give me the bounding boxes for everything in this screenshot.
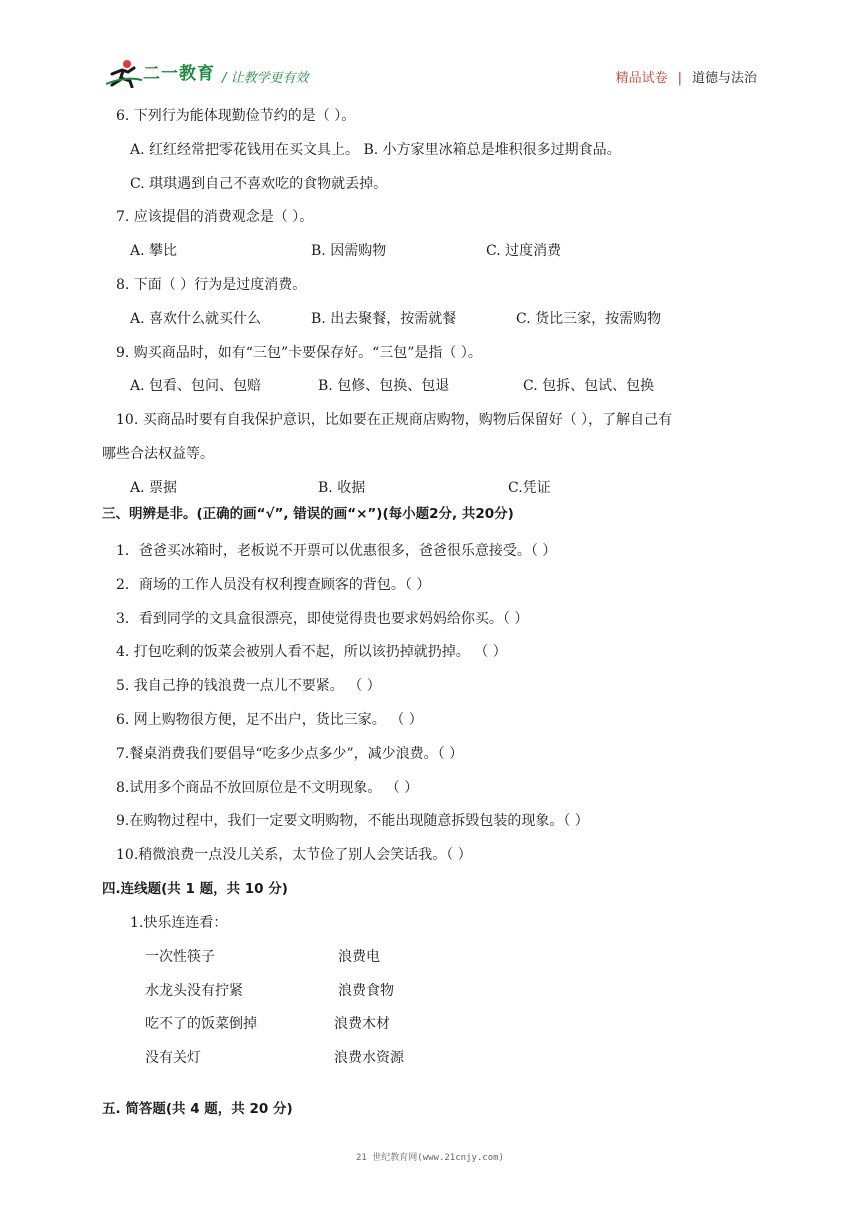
header-divider <box>104 93 758 94</box>
question-8: 8. 下面（ ）行为是过度消费。 <box>116 277 307 293</box>
page-footer: 21 世纪教育网(www.21cnjy.com) <box>356 1153 504 1163</box>
judgement-item: 10.稍微浪费一点没儿关系，太节俭了别人会笑话我。（ ） <box>116 847 472 863</box>
matching-right-item: 浪费电 <box>338 949 380 965</box>
judgement-item: 2．商场的工作人员没有权利搜查顾客的背包。（ ） <box>116 577 431 593</box>
question-9: 9. 购买商品时，如有“三包”卡要保存好。“三包”是指（ ）。 <box>116 345 482 361</box>
question-6-options-ab: A. 红红经常把零花钱用在买文具上。 B. 小方家里冰箱总是堆积很多过期食品。 <box>130 142 621 158</box>
section-3-title: 三、明辨是非。(正确的画“√”, 错误的画“×”)(每小题2分, 共20分) <box>102 506 514 522</box>
matching-left-item: 一次性筷子 <box>145 949 215 965</box>
judgement-item: 6. 网上购物很方便，足不出户，货比三家。 （ ） <box>116 712 423 728</box>
matching-left-item: 吃不了的饭菜倒掉 <box>145 1016 257 1032</box>
question-9-option-c: C. 包拆、包试、包换 <box>523 378 655 394</box>
tag-separator: | <box>677 71 682 86</box>
question-6-option-c: C. 琪琪遇到自己不喜欢吃的食物就丢掉。 <box>130 176 388 192</box>
judgement-item: 1．爸爸买冰箱时，老板说不开票可以优惠很多，爸爸很乐意接受。（ ） <box>116 543 557 559</box>
matching-right-item: 浪费木材 <box>334 1016 390 1032</box>
header-tags <box>616 70 757 88</box>
question-8-option-a: A. 喜欢什么就买什么 <box>130 311 262 327</box>
question-10-line-1: 10. 买商品时要有自我保护意识，比如要在正规商店购物，购物后保留好（ ），了解自己有 <box>116 412 673 428</box>
judgement-item: 4. 打包吃剩的饭菜会被别人看不起，所以该扔掉就扔掉。 （ ） <box>116 644 507 660</box>
question-10-option-a: A. 票据 <box>130 480 178 496</box>
judgement-item: 7.餐桌消费我们要倡导“吃多少点多少”，减少浪费。（ ） <box>116 746 464 762</box>
section-5-title: 五. 简答题(共 4 题，共 20 分) <box>102 1101 293 1117</box>
question-7-option-a: A. 攀比 <box>130 243 178 259</box>
matching-right-item: 浪费水资源 <box>334 1050 404 1066</box>
question-10-option-c: C.凭证 <box>508 480 551 496</box>
brand-name: 二一教育 <box>143 64 215 84</box>
question-9-option-b: B. 包修、包换、包退 <box>318 378 450 394</box>
matching-right-item: 浪费食物 <box>338 983 394 999</box>
matching-left-item: 水龙头没有拧紧 <box>145 983 243 999</box>
judgement-item: 3．看到同学的文具盒很漂亮，即使觉得贵也要求妈妈给你买。（ ） <box>116 611 529 627</box>
tag-quality: 精品试卷 <box>615 71 668 86</box>
question-7: 7. 应该提倡的消费观念是（ ）。 <box>116 209 314 225</box>
question-7-option-c: C. 过度消费 <box>486 243 562 259</box>
judgement-item: 5. 我自己挣的钱浪费一点儿不要紧。 （ ） <box>116 678 381 694</box>
question-10-option-b: B. 收据 <box>318 480 366 496</box>
question-8-option-b: B. 出去聚餐，按需就餐 <box>311 311 457 327</box>
judgement-item: 9.在购物过程中，我们一定要文明购物，不能出现随意拆毁包装的现象。（ ） <box>116 813 589 829</box>
matching-left-item: 没有关灯 <box>145 1050 201 1066</box>
question-10-line-2: 哪些合法权益等。 <box>102 446 214 462</box>
slogan: / 让教学更有效 <box>222 71 309 86</box>
question-9-option-a: A. 包看、包问、包赔 <box>130 378 262 394</box>
tag-subject: 道德与法治 <box>691 71 757 86</box>
judgement-item: 8.试用多个商品不放回原位是不文明现象。 （ ） <box>116 780 419 796</box>
matching-subtitle: 1.快乐连连看： <box>130 915 228 931</box>
question-8-option-c: C. 货比三家，按需购物 <box>516 311 662 327</box>
question-6: 6. 下列行为能体现勤俭节约的是（ ）。 <box>116 108 356 124</box>
section-4-title: 四.连线题(共 1 题，共 10 分) <box>102 881 288 897</box>
question-7-option-b: B. 因需购物 <box>311 243 387 259</box>
